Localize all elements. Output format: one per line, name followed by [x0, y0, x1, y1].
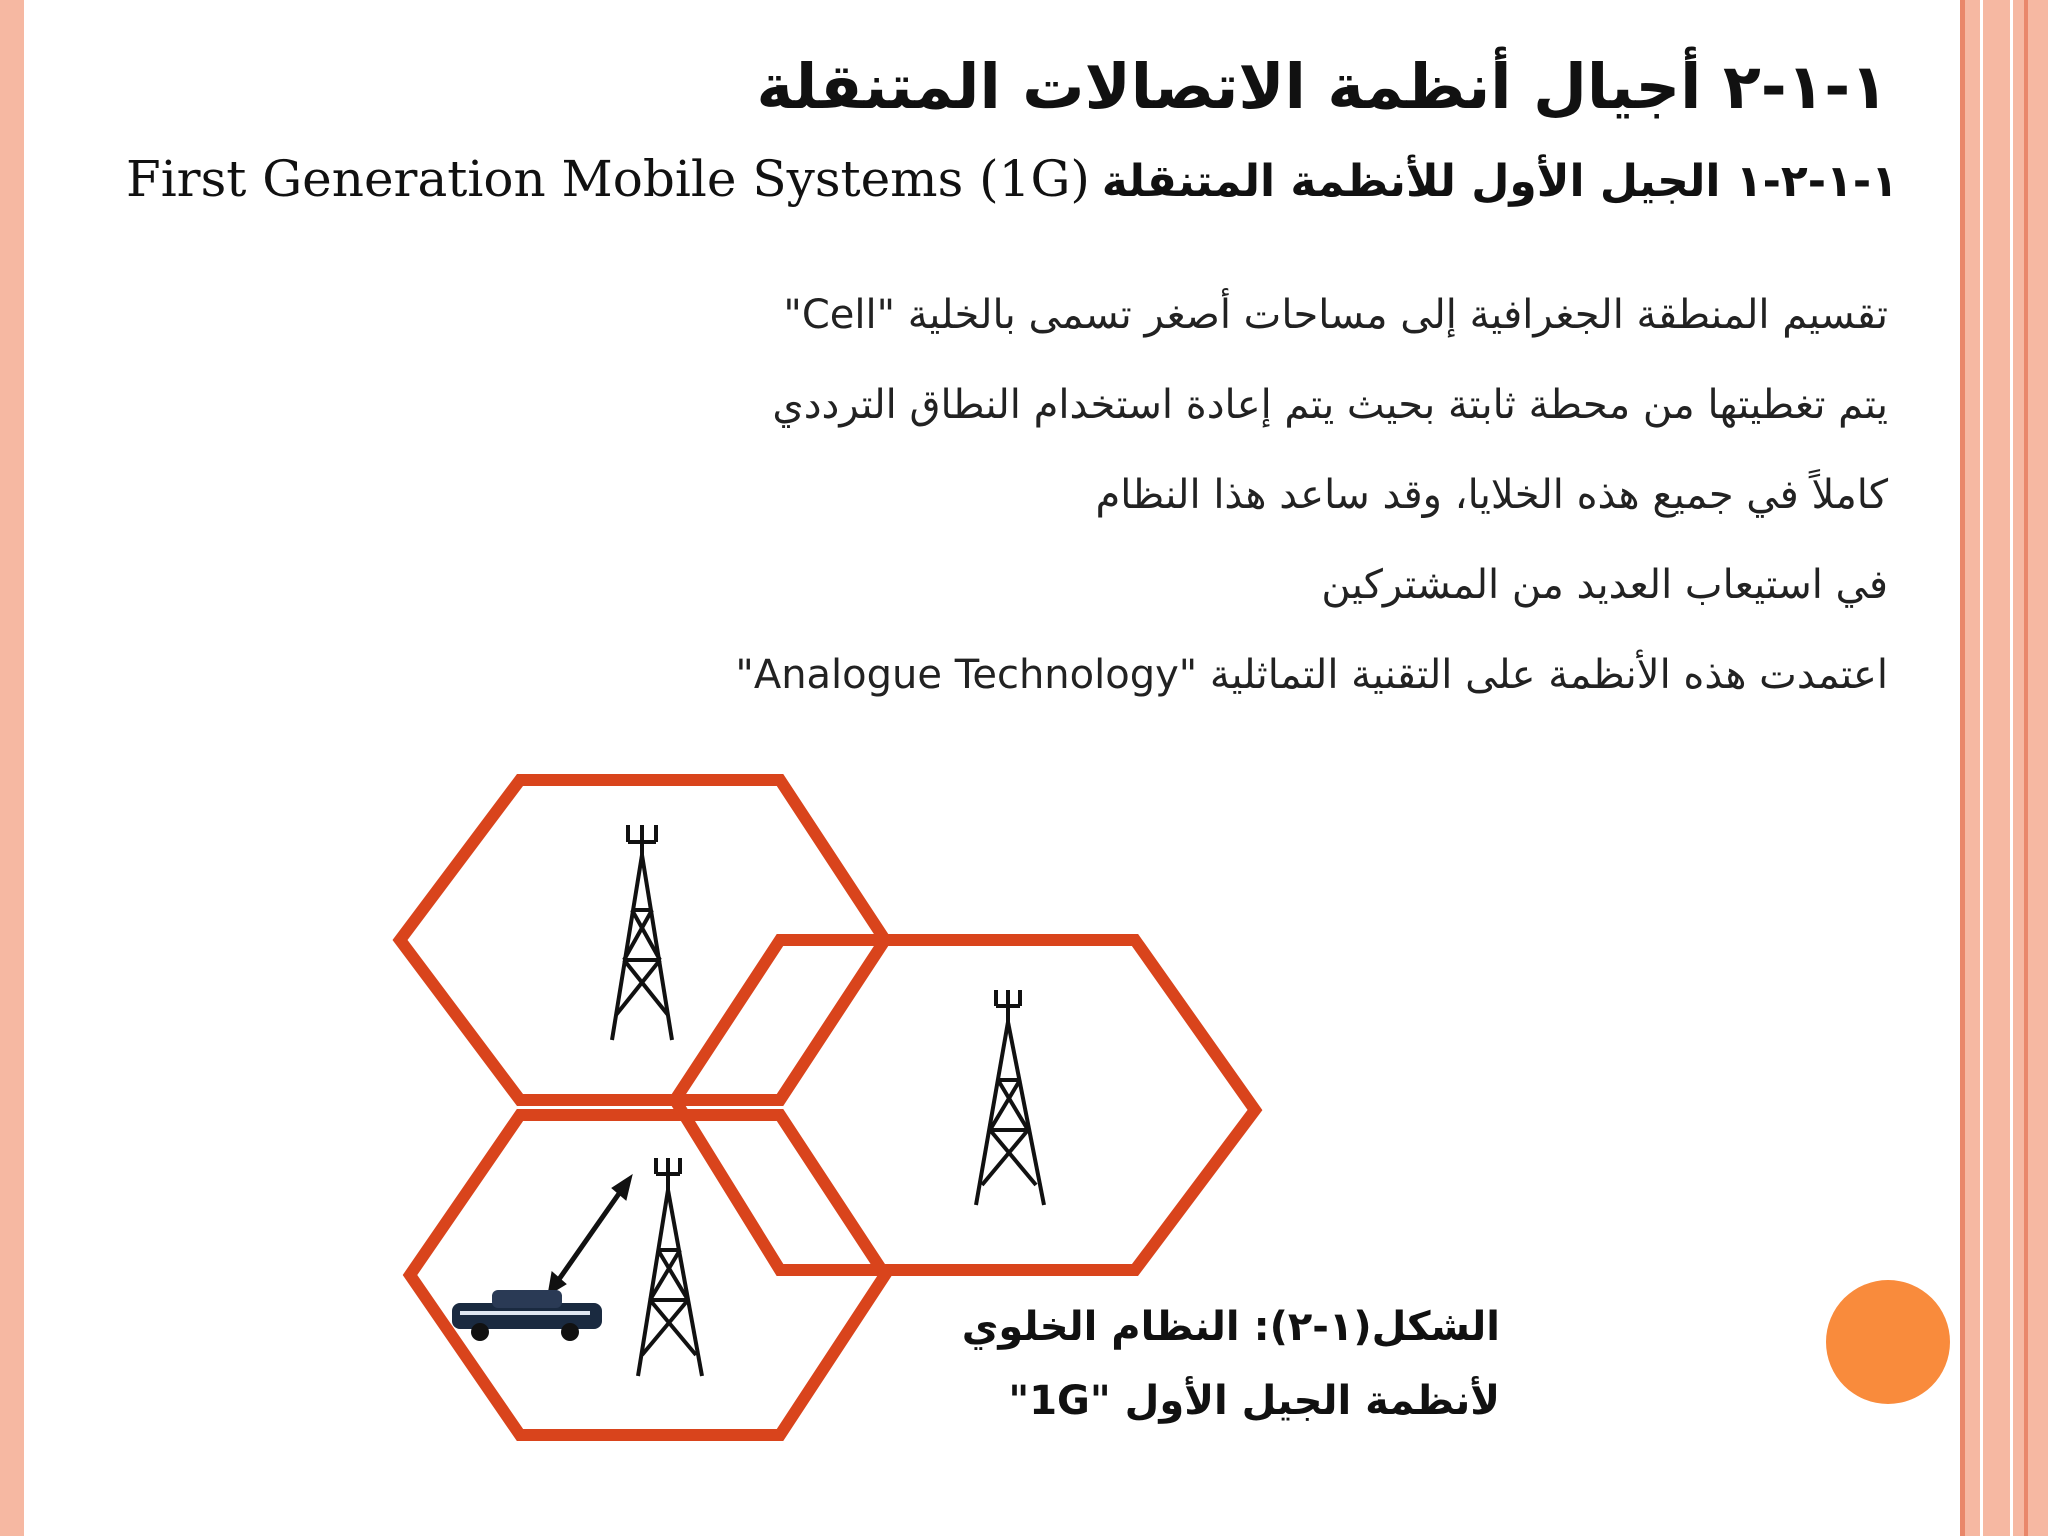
tower-icon: [612, 825, 672, 1040]
accent-dot: [1826, 1280, 1950, 1404]
body-paragraph: [448, 270, 1888, 720]
tower-icon: [976, 990, 1044, 1205]
slide-frame-right: [1960, 0, 2048, 1536]
double-arrow-icon: [548, 1175, 632, 1295]
frame-line: [1980, 0, 1983, 1536]
caption-line: الشكل(١-٢): النظام الخلوي: [961, 1304, 1500, 1350]
caption-line: لأنظمة الجيل الأول "1G": [1008, 1378, 1500, 1424]
slide-frame-left: [0, 0, 24, 1536]
frame-line: [2024, 0, 2028, 1536]
paragraph-line: تقسيم المنطقة الجغرافية إلى مساحات أصغر تسمى بالخلية "Cell": [783, 292, 1888, 338]
paragraph-line: اعتمدت هذه الأنظمة على التقنية التماثلية "Analogue Technology": [735, 652, 1888, 698]
paragraph-line: يتم تغطيتها من محطة ثابتة بحيث يتم إعادة استخدام النطاق الترددي: [772, 382, 1888, 428]
subtitle-arabic: ١-١-٢-١ الجيل الأول للأنظمة المتنقلة: [1101, 156, 1898, 207]
figure-caption: [880, 1290, 1500, 1438]
paragraph-line: كاملاً في جميع هذه الخلايا، وقد ساعد هذا النظام: [1095, 472, 1888, 518]
car-icon: [452, 1290, 602, 1341]
subtitle-english: First Generation Mobile Systems (1G): [126, 150, 1090, 208]
page-title: ١-١-٢ أجيال أنظمة الاتصالات المتنقلة: [756, 50, 1888, 123]
frame-line: [2010, 0, 2013, 1536]
frame-line: [1960, 0, 1965, 1536]
section-subtitle: [126, 150, 1898, 208]
tower-icon: [638, 1158, 702, 1376]
paragraph-line: في استيعاب العديد من المشتركين: [1321, 562, 1888, 608]
